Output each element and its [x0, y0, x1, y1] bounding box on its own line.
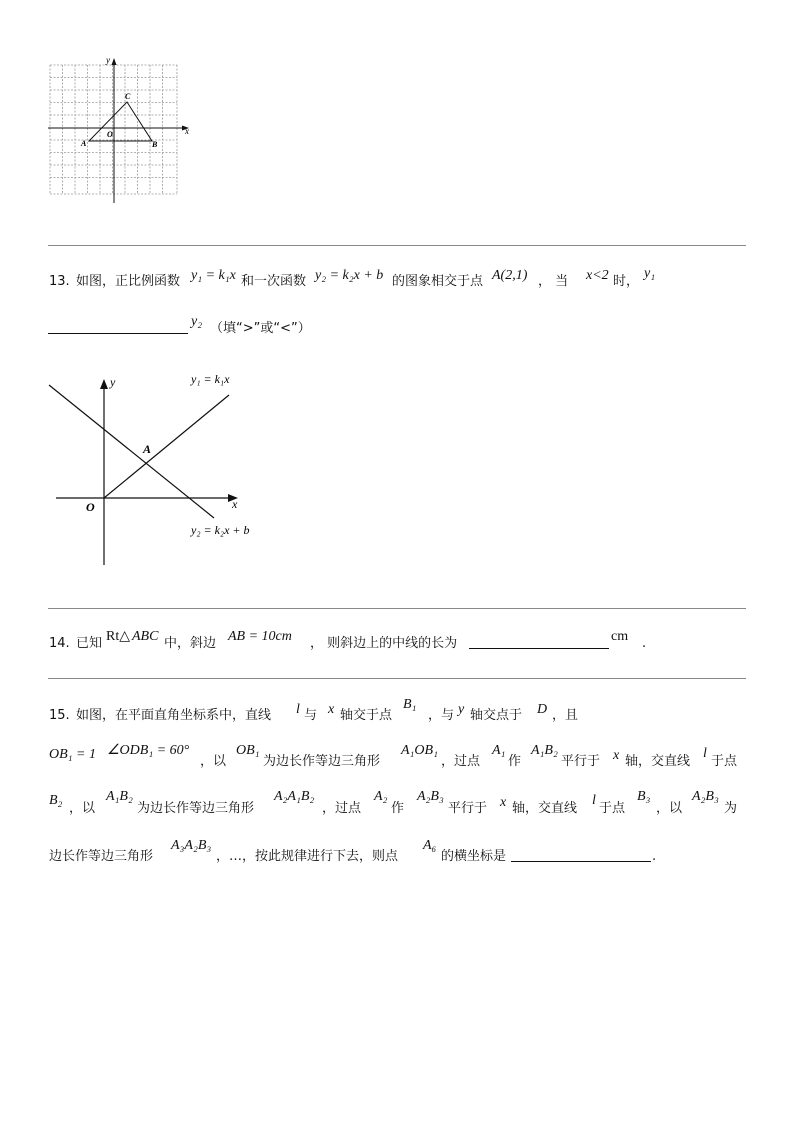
q15-l3-g: 于点 [599, 801, 626, 816]
q15-l4-c: 的横坐标是 [441, 849, 507, 864]
q13-number: 13. [49, 274, 70, 289]
label-line-y1: y₁ = k₁x [191, 372, 230, 386]
q15-b2: B₂ [49, 793, 63, 808]
q15-a6: A₆ [423, 838, 437, 853]
q15-a2b3: A₂B₃ [417, 789, 444, 804]
q15-l3-e: 平行于 [448, 801, 488, 816]
q15-l2-f: 轴，交直线 [625, 754, 691, 769]
q15-l1-f: ，且 [552, 708, 579, 723]
q13-y2: y₂ [191, 314, 203, 329]
q15-l3-a: ，以 [69, 801, 96, 816]
q15-x: x [328, 702, 335, 717]
divider-3 [48, 678, 746, 679]
q14-rt: Rt△ [106, 629, 130, 644]
q15-a3a2b3: A₃A₂B₃ [171, 838, 212, 853]
y-axis-arrow [112, 58, 117, 65]
q15-l3-b: 为边长作等边三角形 [137, 801, 255, 816]
q13-text-2: 和一次函数 [241, 274, 307, 289]
label-line-y2: y₂ = k₂x + b [191, 523, 250, 537]
label-x: x [185, 126, 189, 136]
label-a: A [81, 139, 87, 148]
q14-text-3: ， 则斜边上的中线的长为 [310, 636, 458, 651]
q15-d: D [537, 702, 548, 717]
q15-b1: B₁ [403, 697, 417, 712]
q15-l-2: l [703, 746, 707, 761]
q15-l3-d: 作 [391, 801, 405, 816]
label-y: y [110, 375, 116, 389]
q15-a2b3-2: A₂B₃ [692, 789, 719, 804]
divider-2 [48, 608, 746, 609]
label-c: C [125, 92, 131, 101]
q15-ob1-eq: OB₁ = 1 [49, 747, 96, 762]
q13-text-4: ， 当 [538, 274, 569, 289]
q14-answer-blank[interactable] [469, 648, 609, 649]
label-o: O [107, 130, 113, 139]
q15-l2-e: 平行于 [561, 754, 601, 769]
line-y1 [104, 395, 229, 498]
q15-l1-b: 与 [304, 708, 318, 723]
q14-unit: cm [611, 629, 629, 644]
triangle-abc [89, 102, 152, 141]
divider-1 [48, 245, 746, 246]
q15-ob1: OB₁ [236, 743, 260, 758]
q13-condition: x<2 [586, 268, 609, 283]
q14-text-1: 已知 [76, 636, 103, 651]
q15-l2-b: 为边长作等边三角形 [263, 754, 381, 769]
q15-l2-c: ，过点 [441, 754, 481, 769]
label-x: x [232, 497, 238, 511]
label-y: y [106, 55, 110, 65]
q15-l-3: l [592, 793, 596, 808]
label-o: O [86, 500, 95, 514]
q15-a1ob1: A₁OB₁ [401, 743, 438, 758]
q15-l: l [296, 702, 300, 717]
q15-a1b2-2: A₁B₂ [106, 789, 133, 804]
q13-y1: y₁ [644, 266, 656, 281]
q15-l3-i: 为 [724, 801, 738, 816]
q15-angle: ∠ODB₁ = 60° [107, 743, 190, 758]
q15-a2: A₂ [374, 789, 388, 804]
q15-l4-a: 边长作等边三角形 [49, 849, 154, 864]
q15-l1-a: 如图，在平面直角坐标系中，直线 [76, 708, 272, 723]
q13-formula-1: y₁ = k₁x [191, 268, 236, 283]
q15-a2a1b2: A₂A₁B₂ [274, 789, 315, 804]
q15-number: 15. [49, 708, 70, 723]
q14-end: . [642, 636, 647, 651]
q15-x-2: x [613, 748, 620, 763]
q15-y: y [458, 702, 465, 717]
q15-l1-c: 轴交于点 [340, 708, 393, 723]
q14-ab: AB = 10cm [228, 629, 292, 644]
q15-l1-d: ，与 [428, 708, 455, 723]
q13-fill-instruction: （填“>”或“<”） [210, 321, 311, 336]
q15-l1-e: 轴交点于 [470, 708, 523, 723]
q15-l4-b: ，…，按此规律进行下去，则点 [216, 849, 399, 864]
q13-answer-blank[interactable] [48, 333, 188, 334]
label-b: B [152, 140, 158, 149]
grid-triangle-figure [44, 55, 194, 207]
q15-l2-a: ，以 [200, 754, 227, 769]
q14-abc: ABC [132, 629, 159, 644]
q15-l3-h: ，以 [656, 801, 683, 816]
q15-answer-blank[interactable] [511, 861, 651, 862]
q15-x-3: x [500, 795, 507, 810]
q15-b3: B₃ [637, 789, 651, 804]
q15-l2-d: 作 [508, 754, 522, 769]
y-axis-arrow [100, 379, 108, 389]
q15-l2-g: 于点 [711, 754, 738, 769]
q15-a1b2: A₁B₂ [531, 743, 558, 758]
q13-text-5: 时， [613, 274, 640, 289]
q13-text-1: 如图，正比例函数 [76, 274, 181, 289]
label-a: A [143, 442, 152, 456]
q13-figure [44, 370, 274, 570]
q15-l3-c: ，过点 [322, 801, 362, 816]
q15-end: . [652, 849, 657, 864]
q13-text-3: 的图象相交于点 [392, 274, 484, 289]
q13-point-a: A(2,1) [492, 268, 528, 283]
q14-number: 14. [49, 636, 70, 651]
q15-l3-f: 轴，交直线 [512, 801, 578, 816]
q14-text-2: 中，斜边 [164, 636, 217, 651]
q15-a1: A₁ [492, 743, 506, 758]
q13-formula-2: y₂ = k₂x + b [315, 268, 384, 283]
